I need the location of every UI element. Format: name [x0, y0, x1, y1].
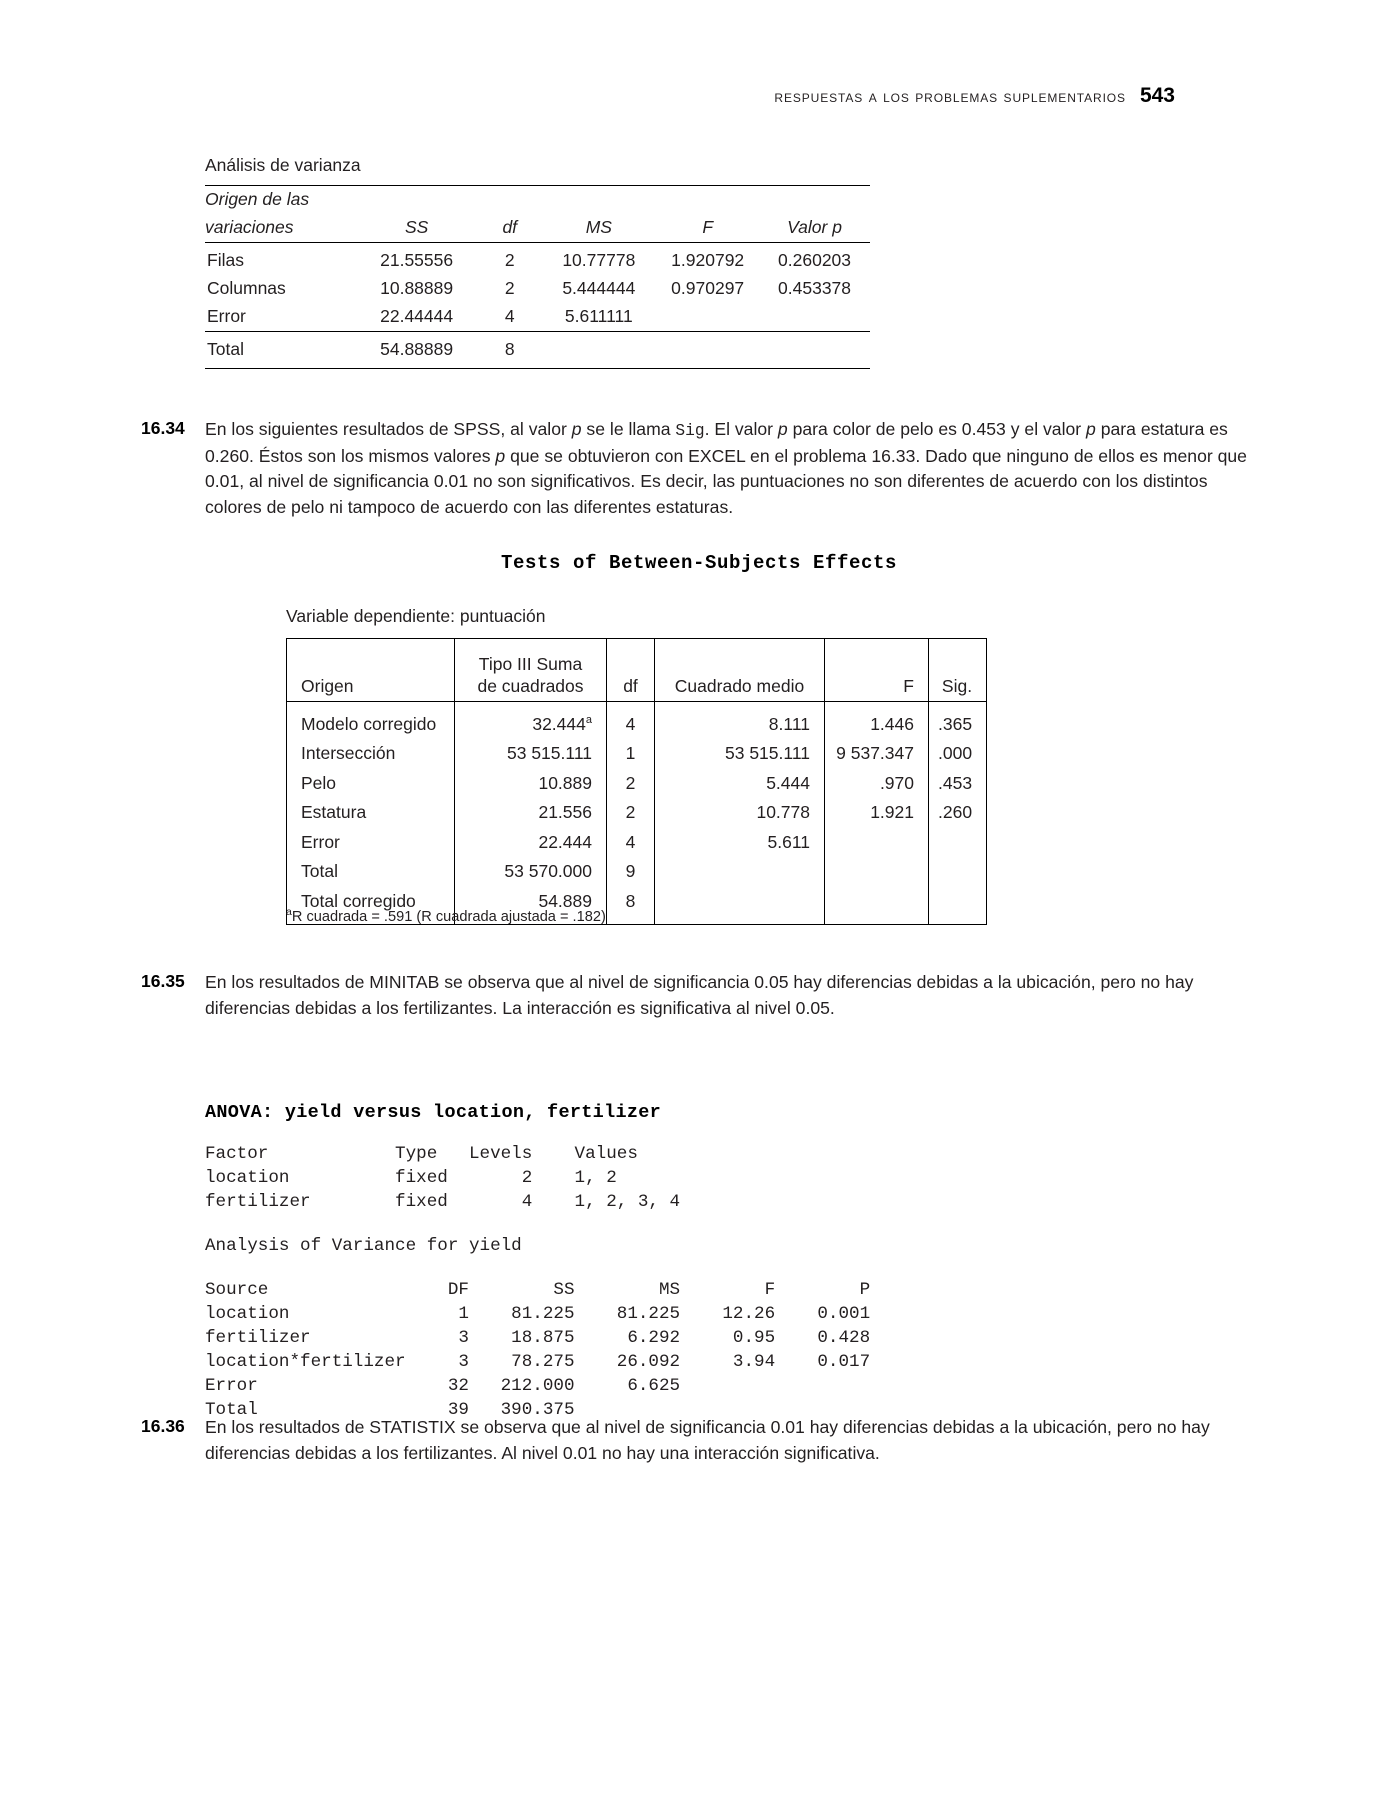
cell-ss: 54.88889 — [355, 332, 478, 369]
cell-f — [825, 828, 929, 857]
cell-df: 2 — [478, 243, 541, 276]
problem-number: 16.36 — [141, 1416, 185, 1436]
cell-origin: Estatura — [287, 798, 455, 827]
cell-sig — [929, 887, 987, 925]
cell-df: 4 — [607, 702, 655, 740]
table-row — [205, 275, 870, 303]
minitab-spacer-1 — [205, 1214, 870, 1234]
cell-f — [656, 332, 759, 369]
excel-header-origin-line2: variaciones — [205, 217, 294, 237]
running-head — [0, 84, 1175, 108]
p1634-seg-e: para — [1095, 419, 1136, 439]
cell-p — [759, 332, 870, 369]
minitab-anova-row-error: Error 32 212.000 6.625 — [205, 1376, 681, 1397]
p1634-seg-c: . El valor — [704, 419, 778, 439]
cell-ms: 8.111 — [655, 702, 825, 740]
minitab-anova-caption: Analysis of Variance for yield — [205, 1235, 522, 1256]
p1634-seg-g: que se obtuvieron con EXCEL en el problema 16.33. Dado que ninguno — [505, 445, 1069, 466]
minitab-anova-row-location: location 1 81.225 81.225 12.26 0.001 — [205, 1304, 871, 1324]
minitab-anova-row-total: Total 39 390.375 — [205, 1400, 575, 1421]
cell-f — [825, 887, 929, 925]
cell-origin: Total — [287, 857, 455, 886]
minitab-factor-header: Factor Type Levels Values — [205, 1143, 638, 1164]
excel-header-origin-line1: Origen de las — [205, 186, 355, 215]
spss-output-title: Tests of Between-Subjects Effects — [500, 552, 898, 574]
table-row — [287, 798, 987, 827]
spss-header-ss-line1: Tipo III Suma — [478, 654, 583, 675]
cell-p: 0.260203 — [759, 243, 870, 276]
cell-ss: 22.444 — [455, 828, 607, 857]
cell-f: .970 — [825, 769, 929, 798]
cell-f: 0.970297 — [671, 278, 745, 298]
cell-ss: 10.88889 — [380, 278, 454, 298]
cell-source: Filas — [205, 243, 355, 276]
spss-dependent-variable-label: Variable dependiente: puntuación — [286, 606, 546, 626]
table-header-row-1 — [205, 186, 870, 215]
spss-header-row — [287, 639, 987, 702]
cell-ss: 21.55556 — [355, 243, 478, 276]
spss-header-f: F — [825, 639, 929, 702]
cell-source: Columnas — [207, 278, 286, 298]
cell-sig: .453 — [929, 769, 987, 798]
cell-ms: 10.77778 — [541, 243, 656, 276]
spss-header-df: df — [607, 639, 655, 702]
p1634-italic-p-2: p — [777, 419, 788, 439]
table-header-row-2 — [205, 214, 870, 243]
p1634-italic-p-1: p — [571, 419, 582, 439]
header-spacer-f — [656, 186, 759, 215]
cell-sig: .365 — [929, 702, 987, 740]
cell-f — [656, 303, 759, 332]
cell-ms: 5.611 — [655, 828, 825, 857]
p1636-line1: En los resultados de STATISTIX se observa que al nivel de significancia 0.01 hay diferencias debidas a la ubicación, pero — [205, 1417, 1153, 1437]
cell-df: 1 — [607, 739, 655, 768]
excel-anova-table-block — [205, 155, 870, 369]
cell-ms: 5.611111 — [564, 306, 633, 326]
table-row — [205, 243, 870, 276]
problem-text — [205, 970, 1261, 1021]
table-row — [287, 828, 987, 857]
minitab-spacer-2 — [205, 1258, 870, 1278]
problem-number: 16.34 — [141, 418, 185, 438]
table-row — [287, 769, 987, 798]
cell-ms: 53 515.111 — [655, 739, 825, 768]
p1635-line2: no hay diferencias debidas a los fertilizantes. La interacción es significativa al nivel 0.05. — [205, 972, 1194, 1018]
p1634-seg-b: se le llama — [581, 419, 676, 439]
cell-ss — [455, 702, 607, 740]
excel-header-p: Valor p — [787, 217, 842, 237]
excel-header-ms: MS — [585, 217, 612, 237]
problem-16-36 — [141, 1415, 1261, 1466]
cell-origin: Modelo corregido — [287, 702, 455, 740]
spss-header-sig: Sig. — [929, 639, 987, 702]
cell-f: 1.446 — [825, 702, 929, 740]
p1634-seg-f: estatura es 0.260. Éstos son los mismos valores — [205, 419, 1228, 466]
p1634-seg-a: En los siguientes resultados de SPSS, al valor — [205, 419, 572, 439]
cell-source: Total — [205, 332, 355, 369]
running-head-title: respuestas a los problemas suplementarios — [774, 88, 1126, 106]
excel-anova-table — [205, 185, 870, 369]
cell-df: 2 — [607, 769, 655, 798]
cell-ss: 53 570.000 — [455, 857, 607, 886]
minitab-output-block — [205, 1052, 870, 1471]
cell-ms: 5.444 — [655, 769, 825, 798]
p1634-seg-d: para color de pelo es 0.453 y el valor — [787, 419, 1087, 439]
cell-f: 1.921 — [825, 798, 929, 827]
problem-16-34 — [141, 417, 1261, 520]
cell-sig: .000 — [929, 739, 987, 768]
cell-ss: 10.889 — [455, 769, 607, 798]
minitab-factor-row-fertilizer: fertilizer fixed 4 1, 2, 3, 4 — [205, 1191, 681, 1212]
cell-ss: 21.556 — [455, 798, 607, 827]
cell-ss-value: 32.444 — [532, 714, 586, 734]
cell-f: 1.920792 — [656, 243, 759, 276]
cell-origin: Pelo — [287, 769, 455, 798]
table-total-row — [205, 332, 870, 369]
header-spacer-ms — [541, 186, 656, 215]
cell-sig: .260 — [929, 798, 987, 827]
cell-origin: Total corregido — [287, 887, 455, 925]
p1635-line1: En los resultados de MINITAB se observa que al nivel de significancia 0.05 hay diferencias debidas a la ubicación, pero — [205, 972, 1136, 992]
p1634-mono-sig: Sig — [675, 422, 705, 440]
cell-origin: Error — [287, 828, 455, 857]
spss-table-footnote — [286, 906, 606, 925]
spss-header-origin: Origen — [287, 639, 455, 702]
header-spacer-df — [478, 186, 541, 215]
cell-p — [759, 303, 870, 332]
cell-ss: 54.889 — [455, 887, 607, 925]
cell-ss: 22.44444 — [380, 306, 454, 326]
cell-ms — [655, 887, 825, 925]
cell-sig — [929, 857, 987, 886]
footnote-marker: a — [585, 714, 592, 727]
p1634-line3: de ellos es menor que 0.01, al nivel de significancia 0.01 no son significativos. Es decir, las puntuaciones no son diferentes — [205, 445, 1247, 492]
cell-df: 2 — [504, 278, 515, 298]
header-spacer-ss — [355, 186, 478, 215]
excel-header-ss: SS — [404, 217, 429, 237]
minitab-anova-header: Source DF SS MS F P — [205, 1279, 871, 1300]
excel-header-df: df — [502, 217, 518, 237]
spss-header-ss-line2: de cuadrados — [477, 676, 584, 697]
p1636-line2: no hay diferencias debidas a los fertilizantes. Al nivel 0.01 no hay una interacción significativa. — [205, 1417, 1210, 1463]
cell-f: 9 537.347 — [825, 739, 929, 768]
header-spacer-p — [759, 186, 870, 215]
problem-text — [205, 417, 1261, 520]
cell-ms: 10.778 — [655, 798, 825, 827]
excel-header-f: F — [702, 217, 714, 237]
spss-header-sum-of-squares — [455, 639, 607, 702]
cell-p: 0.453378 — [778, 278, 852, 298]
table-row — [287, 857, 987, 886]
footnote-text: R cuadrada = .591 (R cuadrada ajustada = .182) — [291, 909, 606, 925]
minitab-factor-row-location: location fixed 2 1, 2 — [205, 1167, 617, 1188]
cell-df: 4 — [504, 306, 515, 326]
minitab-anova-row-fertilizer: fertilizer 3 18.875 6.292 0.95 0.428 — [205, 1328, 871, 1349]
cell-ms — [655, 857, 825, 886]
problem-text — [205, 1415, 1261, 1466]
table-row — [205, 303, 870, 332]
cell-df: 4 — [607, 828, 655, 857]
cell-ss: 53 515.111 — [455, 739, 607, 768]
cell-sig — [929, 828, 987, 857]
cell-df: 8 — [607, 887, 655, 925]
table-row — [287, 739, 987, 768]
minitab-anova-row-interaction: location*fertilizer 3 78.275 26.092 3.94 0.017 — [205, 1352, 871, 1373]
minitab-title: ANOVA: yield versus location, fertilizer — [205, 1102, 662, 1124]
cell-source: Error — [207, 306, 246, 326]
problem-number: 16.35 — [141, 971, 185, 991]
footnote-marker-label: a — [286, 906, 292, 919]
cell-ms: 5.444444 — [562, 278, 636, 298]
cell-df: 8 — [478, 332, 541, 369]
spss-table-block — [286, 638, 987, 925]
cell-df: 9 — [607, 857, 655, 886]
spss-header-mean-square: Cuadrado medio — [655, 639, 825, 702]
problem-16-35 — [141, 970, 1261, 1021]
p1634-line4: de acuerdo con los distintos colores de pelo ni tampoco de acuerdo con las diferentes estaturas. — [205, 471, 1208, 517]
cell-ms — [541, 332, 656, 369]
excel-table-caption: Análisis de varianza — [205, 155, 361, 175]
cell-f — [825, 857, 929, 886]
page-number: 543 — [1139, 84, 1175, 107]
p1634-italic-p-3: p — [1086, 419, 1096, 439]
table-row — [287, 702, 987, 740]
spss-between-subjects-table — [286, 638, 987, 925]
cell-df: 2 — [607, 798, 655, 827]
p1634-italic-p-4: p — [495, 445, 506, 466]
cell-origin: Intersección — [287, 739, 455, 768]
